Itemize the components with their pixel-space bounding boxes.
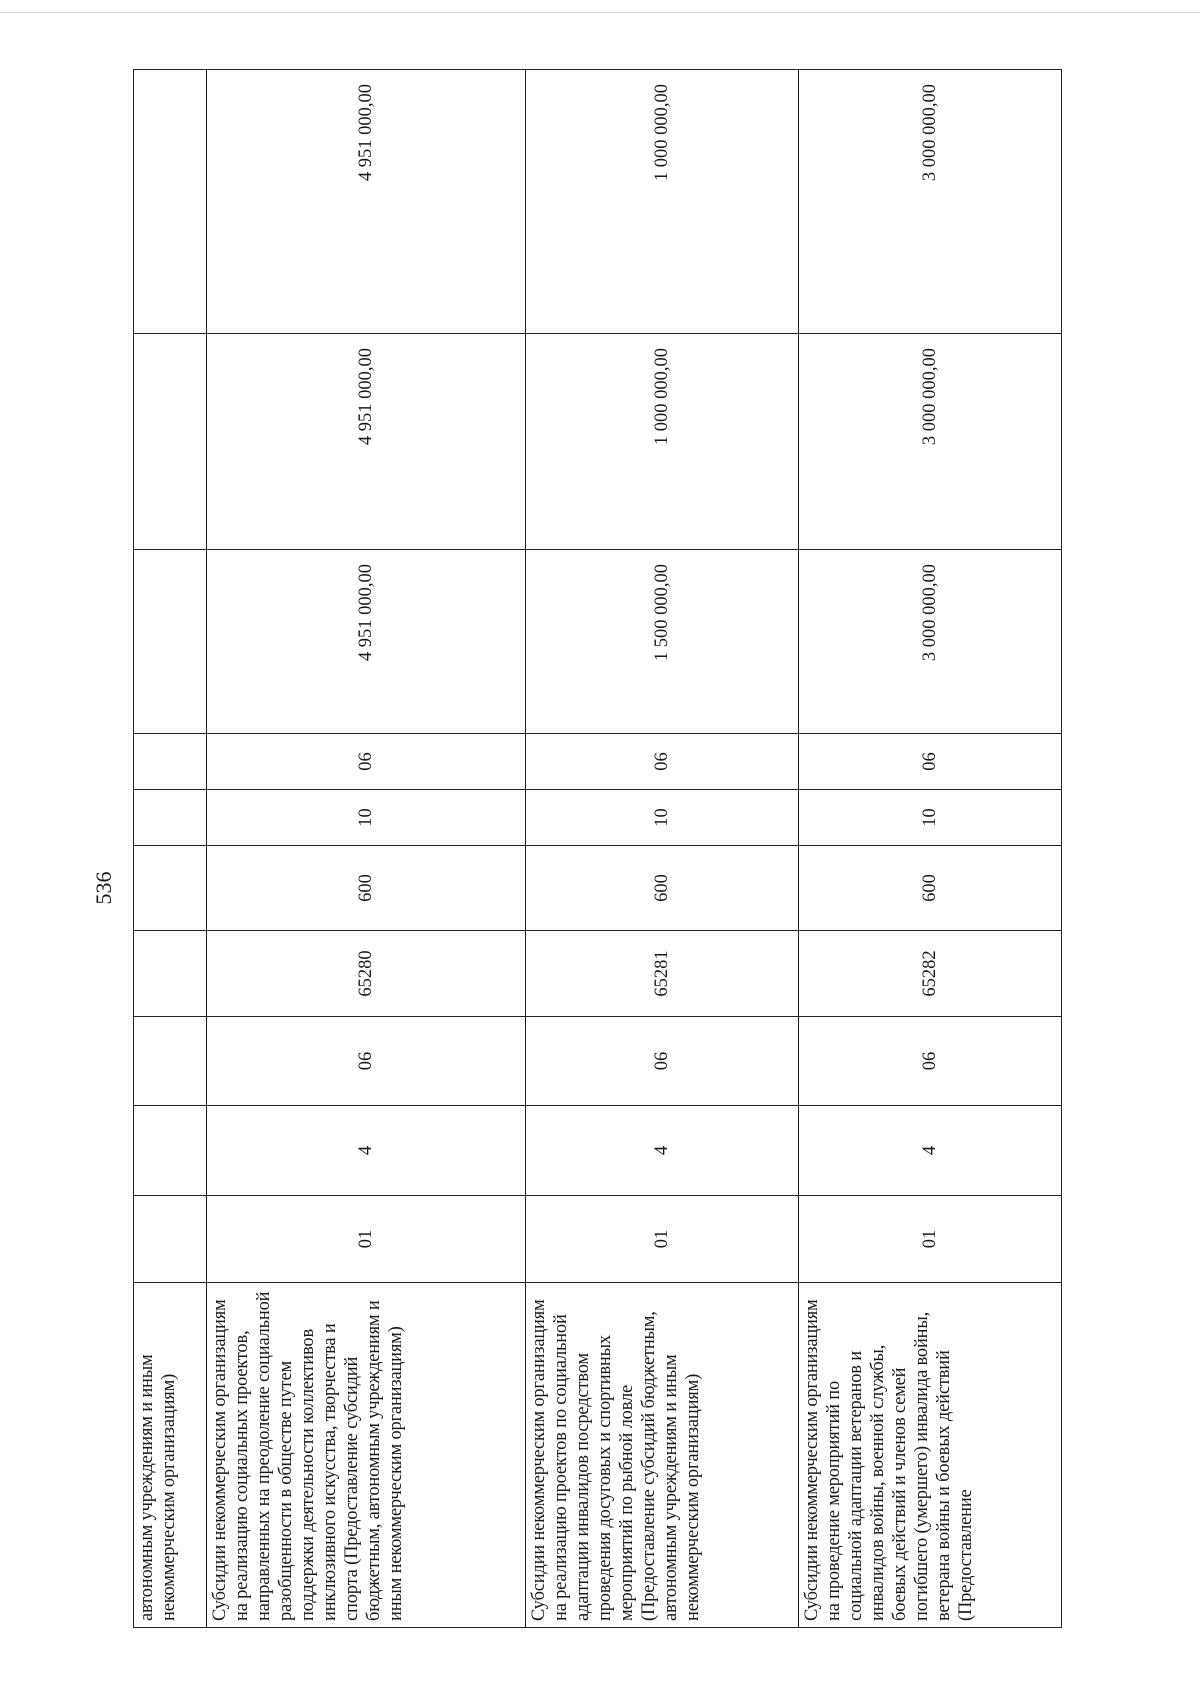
cell-code-4: 65282 — [799, 931, 1062, 1017]
cell-code-3: 06 — [526, 1017, 799, 1106]
cell-amount-3 — [134, 70, 207, 334]
cell-amount-2 — [134, 334, 207, 550]
table-row — [526, 70, 799, 1628]
cell-amount-1: 1 500 000,00 — [526, 550, 799, 734]
cell-code-3: 06 — [799, 1017, 1062, 1106]
row-description: Субсидии некоммерческим организациям на реализацию проектов по социальной адаптации инвалидов посредством проведения досуговых и спортивных мероприятий по рыбной ловле (Предоставление субсидий бюджетным, автономным учреждениям и иным некоммерческим организациям) — [526, 1283, 799, 1628]
cell-amount-1 — [134, 550, 207, 734]
cell-code-4: 65281 — [526, 931, 799, 1017]
cell-amount-2: 3 000 000,00 — [799, 334, 1062, 550]
cell-code-3: 06 — [207, 1017, 526, 1106]
page-number: 536 — [91, 871, 116, 905]
cell-code-2: 4 — [799, 1106, 1062, 1196]
cell-code-3 — [134, 1017, 207, 1106]
cell-subsection — [134, 734, 207, 790]
cell-code-1: 01 — [207, 1196, 526, 1283]
table-row — [799, 70, 1062, 1628]
scan-edge-line — [0, 12, 1200, 13]
cell-code-4: 65280 — [207, 931, 526, 1017]
cell-amount-1: 3 000 000,00 — [799, 550, 1062, 734]
cell-subsection: 06 — [799, 734, 1062, 790]
row-description: Субсидии некоммерческим организациям на реализацию социальных проектов, направленных на преодоление социальной разобщенности в обществе путем поддержки деятельности коллективов инклюзивного искусства, творчества и спорта (Предоставление субсидий бюджетным, автономным учреждениям и иным некоммерческим организациям) — [207, 1283, 526, 1628]
budget-table — [133, 69, 1062, 1628]
cell-amount-1: 4 951 000,00 — [207, 550, 526, 734]
cell-code-2: 4 — [207, 1106, 526, 1196]
cell-amount-2: 1 000 000,00 — [526, 334, 799, 550]
row-description: Субсидии некоммерческим организациям на проведение мероприятий по социальной адаптации ветеранов и инвалидов войны, военной службы, боевых действий и членов семей погибшего (умершего) инвалида войны, ветерана войны и боевых действий (Предоставление — [799, 1283, 1062, 1628]
cell-amount-3: 1 000 000,00 — [526, 70, 799, 334]
cell-code-2 — [134, 1106, 207, 1196]
cell-amount-3: 4 951 000,00 — [207, 70, 526, 334]
cell-subsection: 06 — [207, 734, 526, 790]
cell-expense-type: 600 — [207, 846, 526, 931]
row-description: автономным учреждениям и иным некоммерческим организациям) — [134, 1283, 207, 1628]
cell-subsection: 06 — [526, 734, 799, 790]
cell-code-1: 01 — [526, 1196, 799, 1283]
table-row — [207, 70, 526, 1628]
cell-section: 10 — [526, 790, 799, 846]
cell-code-1 — [134, 1196, 207, 1283]
cell-expense-type — [134, 846, 207, 931]
cell-section — [134, 790, 207, 846]
cell-code-4 — [134, 931, 207, 1017]
rotated-table-container — [133, 70, 1093, 1628]
cell-expense-type: 600 — [799, 846, 1062, 931]
cell-amount-2: 4 951 000,00 — [207, 334, 526, 550]
cell-section: 10 — [207, 790, 526, 846]
cell-amount-3: 3 000 000,00 — [799, 70, 1062, 334]
cell-code-2: 4 — [526, 1106, 799, 1196]
table-row — [134, 70, 207, 1628]
cell-code-1: 01 — [799, 1196, 1062, 1283]
cell-expense-type: 600 — [526, 846, 799, 931]
cell-section: 10 — [799, 790, 1062, 846]
